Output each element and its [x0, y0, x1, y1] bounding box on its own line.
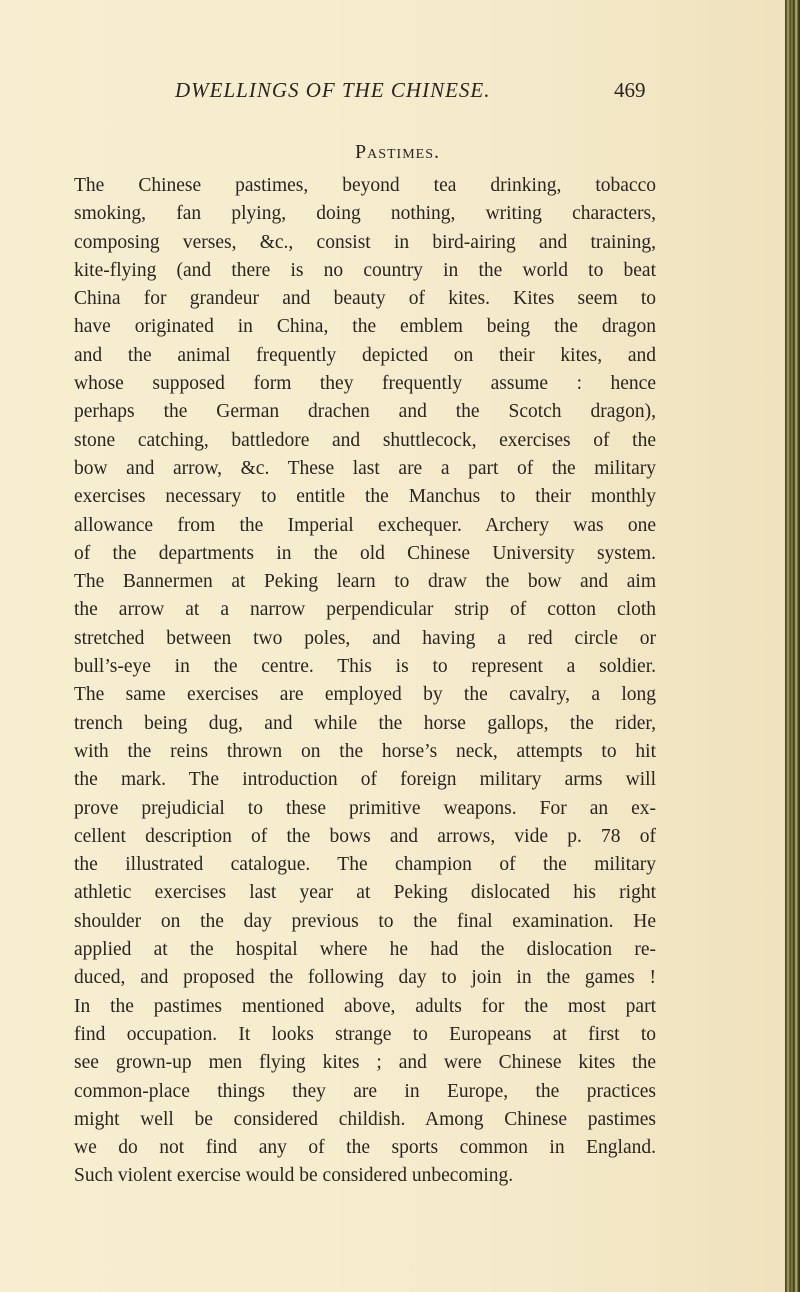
text-line: perhaps the German drachen and the Scotch dragon),	[74, 401, 656, 423]
text-line: might well be considered childish. Among Chinese pastimes	[74, 1108, 656, 1130]
text-line: composing verses, &c., consist in bird-airing and training,	[74, 231, 656, 253]
text-line: of the departments in the old Chinese University system.	[74, 542, 656, 564]
text-line: The same exercises are employed by the cavalry, a long	[74, 684, 656, 706]
text-line: allowance from the Imperial exchequer. Archery was one	[74, 514, 656, 536]
section-title: Pastimes.	[354, 141, 441, 163]
text-line: kite-flying (and there is no country in the world to beat	[74, 259, 656, 281]
text-line: trench being dug, and while the horse gallops, the rider,	[74, 712, 656, 734]
text-line: bow and arrow, &c. These last are a part of the military	[74, 457, 656, 479]
page-header	[0, 78, 785, 108]
running-title: DWELLINGS OF THE CHINESE.	[175, 78, 491, 102]
text-line: duced, and proposed the following day to join in the games !	[74, 967, 656, 989]
text-line: see grown-up men flying kites ; and were Chinese kites the	[74, 1052, 656, 1074]
text-line: the mark. The introduction of foreign military arms will	[74, 769, 656, 791]
text-line: In the pastimes mentioned above, adults for the most part	[74, 995, 656, 1017]
text-line: cellent description of the bows and arrows, vide p. 78 of	[74, 825, 656, 847]
book-binding-edge	[785, 0, 800, 1292]
text-line: the illustrated catalogue. The champion of the military	[74, 854, 656, 876]
text-line: smoking, fan plying, doing nothing, writing characters,	[74, 203, 656, 225]
text-line: The Bannermen at Peking learn to draw the bow and aim	[74, 571, 656, 593]
text-line: bull’s-eye in the centre. This is to represent a soldier.	[74, 656, 656, 678]
text-line: China for grandeur and beauty of kites. Kites seem to	[74, 288, 656, 310]
text-line: have originated in China, the emblem being the dragon	[74, 316, 656, 338]
text-line: stretched between two poles, and having a red circle or	[74, 627, 656, 649]
text-line: with the reins thrown on the horse’s neck, attempts to hit	[74, 740, 656, 762]
text-line: whose supposed form they frequently assume : hence	[74, 373, 656, 395]
text-line: prove prejudicial to these primitive weapons. For an ex-	[74, 797, 656, 819]
page-number: 469	[614, 78, 646, 102]
text-line: stone catching, battledore and shuttlecock, exercises of the	[74, 429, 656, 451]
text-line: Such violent exercise would be considered unbecoming.	[74, 1165, 514, 1187]
text-line: exercises necessary to entitle the Manchus to their monthly	[74, 486, 656, 508]
text-line: applied at the hospital where he had the dislocation re-	[74, 939, 656, 961]
text-line: athletic exercises last year at Peking dislocated his right	[74, 882, 656, 904]
text-line: The Chinese pastimes, beyond tea drinking, tobacco	[74, 175, 656, 196]
text-line: we do not find any of the sports common in England.	[74, 1137, 656, 1159]
text-line: find occupation. It looks strange to Europeans at first to	[74, 1023, 656, 1045]
text-line: shoulder on the day previous to the final examination. He	[74, 910, 656, 932]
text-line: common-place things they are in Europe, the practices	[74, 1080, 656, 1102]
text-line: the arrow at a narrow perpendicular strip of cotton cloth	[74, 599, 656, 621]
text-line: and the animal frequently depicted on their kites, and	[74, 344, 656, 366]
body-text	[74, 172, 656, 1191]
